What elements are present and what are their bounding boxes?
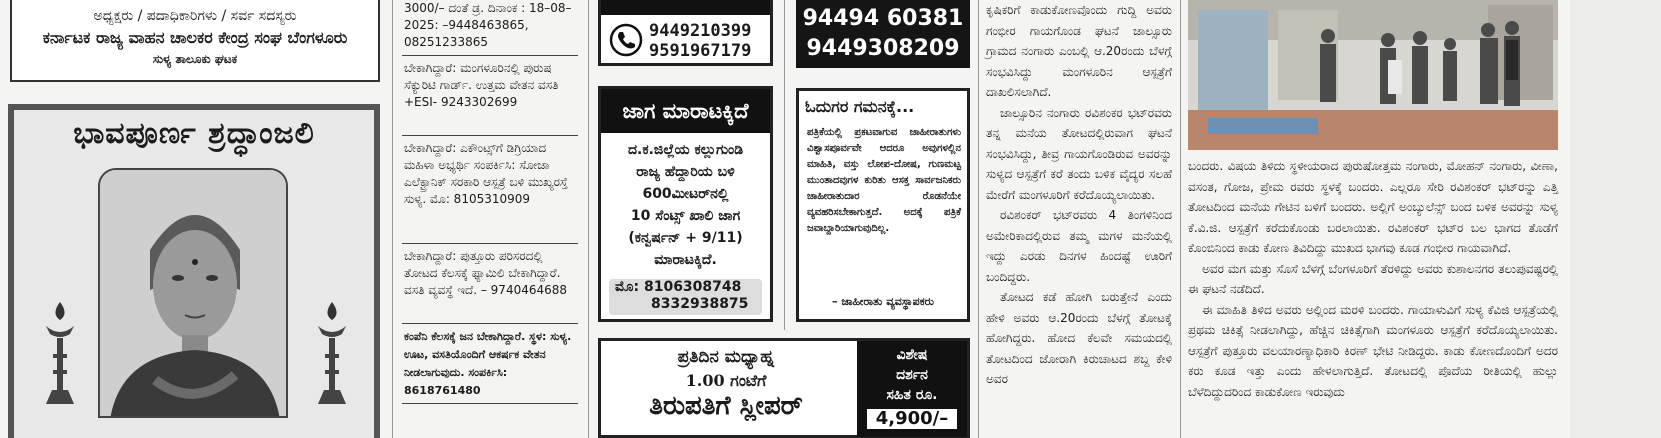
classified-item: ಕಂಪೆನಿ ಕೆಲಸಕ್ಕೆ ಜನ ಬೇಕಾಗಿದ್ದಾರೆ. ಸ್ಥಳ: ಸುಳ್ಯ. ಊಟ, ವಸತಿಯೊಂದಿಗೆ ಆಕರ್ಷಕ ವೇತನ ನೀಡಲಾಗುವುದು. ಸಂಪರ್ಕಿಸಿ: 8618761480	[402, 328, 578, 404]
phone-number: 9449210399	[649, 21, 752, 41]
column-rule	[588, 0, 589, 438]
land-ad-body: ದ.ಕ.ಜಿಲ್ಲೆಯ ಕಲ್ಲುಗುಂಡಿ ರಾಜ್ಯ ಹೆದ್ದಾರಿಯ ಬಳಿ 600ಮೀಟರ್‌ನಲ್ಲಿ 10 ಸೆಂಟ್ಸ್ ಖಾಲಿ ಜಾಗ (ಕನ್ವರ್ಷನ್ + 9/11) ಮಾರಾಟಕ್ಕಿದೆ.	[627, 142, 744, 268]
article-paragraph: ಬಂದರು. ವಿಷಯ ತಿಳಿದು ಸ್ಥಳೀಯರಾದ ಪುರುಷೋತ್ತಮ ನಂಗಾರು, ಮೋಹನ್ ನಂಗಾರು, ವೀಣಾ, ವಸಂತ, ಗೋಜ, ಪ್ರೇಮ ರವರು ಸ್ಥಳಕ್ಕೆ ಬಂದರು. ಎಲ್ಲರೂ ಸೇರಿ ರವಿಶಂಕರ್ ಭಟ್‌ರನ್ನು ಎತ್ತಿ ತೋಟದಿಂದ ಮನೆಯ ಗೇಟಿನ ಬಳಿಗೆ ಬಂದರು. ಅಲ್ಲಿಗೆ ಅಂಬ್ಯುಲೆನ್ಸ್ ಬಂದ ಬಳಿಕ ಅವರನ್ನು ಸುಳ್ಯ ಕೆ.ವಿ.ಜಿ. ಆಸ್ಪತ್ರೆಗೆ ಕರೆದುಕೊಂಡು ಬರಲಾಯಿತು. ರವಿಶಂಕರ್ ಭಟ್‌ರ ಬಲ ಭಾಗದ ತೊಡೆಗೆ ಕೊಂಬಿನಿಂದ ಕಾಡು ಕೋಣ ತಿವಿದಿದ್ದು ಮುಖದ ಭಾಗವು ಕೂಡ ಗಂಭೀರ ಗಾಯವಾಗಿದೆ.	[1188, 159, 1558, 255]
tirupati-line-1: ಪ್ರತಿದಿನ ಮಧ್ಯಾಹ್ನ	[677, 347, 775, 367]
column-rule	[784, 0, 785, 330]
classified-item: 3000/– ದಂತೆ ಡ್ರ. ದಿನಾಂಕ : 18–08–2025: –9448463865, 08251233865	[402, 0, 578, 56]
article-paragraph: ಕೃಷಿಕರಿಗೆ ಕಾಡುಕೋಣವೊಂದು ಗುದ್ದಿ ಅವರು ಗಂಭೀರ ಗಾಯಗೊಂಡ ಘಟನೆ ಜಾಲ್ಸೂರು ಗ್ರಾಮದ ನಂಗಾರು ಎಂಬಲ್ಲಿ ಆ.20ರಂದು ಬೆಳಗ್ಗೆ ಸಂಭವಿಸಿದ್ದು ಮಂಗಳೂರಿನ ಆಸ್ಪತ್ರೆಗೆ ದಾಖಲಿಸಲಾಗಿದೆ.	[986, 3, 1172, 99]
column-rule	[392, 0, 393, 438]
news-article-right	[1188, 156, 1558, 438]
phone-ad-2	[796, 0, 970, 68]
tirupati-price-box: ವಿಶೇಷ ದರ್ಶನ ಸಹಿತ ರೂ. 4,900/–	[857, 341, 967, 437]
land-ad-phones: ಮೊ: 8106308748 8332938875	[609, 279, 762, 315]
tirupati-bus-ad	[598, 338, 970, 438]
tirupati-price: 4,900/–	[867, 409, 957, 429]
article-paragraph: ಜಾಲ್ಸೂರಿನ ನಂಗಾರು ರವಿಶಂಕರ ಭಟ್‌ರವರು ತನ್ನ ಮನೆಯ ತೋಟದಲ್ಲಿರುವಾಗ ಘಟನೆ ಸಂಭವಿಸಿದ್ದು, ತೀವ್ರ ಗಾಯಗೊಂಡಿರುವ ಅವರನ್ನು ಸುಳ್ಯದ ಆಸ್ಪತ್ರೆಗೆ ಕರೆ ತಂದು ಬಳಿಕ ವೈದ್ಯರ ಸಲಹೆ ಮೇರೆಗೆ ಮಂಗಳೂರಿಗೆ ಕರೆದೊಯ್ಯಲಾಯಿತು.	[986, 105, 1172, 202]
phone-number: 9449308209	[806, 36, 960, 61]
notice-signature: – ಜಾಹೀರಾತು ವ್ಯವಸ್ಥಾಪಕರು	[832, 295, 934, 308]
phone-ad-header-band	[601, 0, 770, 15]
association-line-1: ಅಧ್ಯಕ್ಷರು / ಪದಾಧಿಕಾರಿಗಳು / ಸರ್ವ ಸದಸ್ಯರು	[93, 8, 297, 24]
oil-lamp-icon	[42, 300, 78, 410]
phone-icon	[609, 23, 643, 57]
hospital-news-photo	[1188, 0, 1558, 150]
land-ad-header: ಜಾಗ ಮಾರಾಟಕ್ಕಿದೆ	[601, 89, 770, 133]
tirupati-line-2: 1.00 ಗಂಟೆಗೆ	[685, 371, 767, 390]
association-line-2: ಕರ್ನಾಟಕ ರಾಜ್ಯ ವಾಹನ ಚಾಲಕರ ಕೇಂದ್ರ ಸಂಘ ಬೆಂಗಳೂರು	[42, 28, 348, 47]
classified-item: ಬೇಕಾಗಿದ್ದಾರೆ: ಎಕೌಂಟ್ಸ್‌ಗೆ ಡಿಗ್ರಿಯಾದ ಮಹಿಳಾ ಅಭ್ಯರ್ಥಿ ಸಂಪರ್ಕಿಸಿ: ಸೋಜಾ ಎಲೆಕ್ಟ್ರಾನಿಕ್ ಸರಕಾರಿ ಆಸ್ಪತ್ರೆ ಬಳಿ ಮುಖ್ಯರಸ್ತೆ ಸುಳ್ಯ. ಮೊ: 8105310909	[402, 140, 578, 244]
notice-body: ಪತ್ರಿಕೆಯಲ್ಲಿ ಪ್ರಕಟವಾಗುವ ಜಾಹೀರಾತುಗಳು ವಿಶ್ವಾಸಪೂರ್ವವೇ ಆದರೂ ಅವುಗಳಲ್ಲಿನ ಮಾಹಿತಿ, ವಸ್ತು ಲೋಪ-ದೋಷ, ಗುಣಮಟ್ಟ ಮುಂತಾದವುಗಳ ಕುರಿತು ಆಸಕ್ತ ಸಾರ್ವಜನಿಕರು ಜಾಹೀರಾತುದಾರ ರೊಡನೆಯೇ ವ್ಯವಹರಿಸಬೇಕಾಗುತ್ತದೆ. ಅದಕ್ಕೆ ಪತ್ರಿಕೆ ಜವಾಬ್ದಾರಿಯಾಗುವುದಿಲ್ಲ.	[807, 127, 961, 234]
classified-item: ಬೇಕಾಗಿದ್ದಾರೆ: ಮಂಗಳೂರಿನಲ್ಲಿ ಪುರುಷ ಸೆಕ್ಯುರಿಟಿ ಗಾರ್ಡ್. ಉತ್ತಮ ವೇತನ ವಸತಿ +ESI- 9243302699	[402, 60, 578, 136]
notice-header: ಓದುಗರ ಗಮನಕ್ಕೆ...	[805, 97, 915, 116]
classified-item: ಬೇಕಾಗಿದ್ದಾರೆ: ಪುತ್ತೂರು ಪರಿಸರದಲ್ಲಿ ತೋಟದ ಕೆಲಸಕ್ಕೆ ಫ್ಯಾಮಿಲಿ ಬೇಕಾಗಿದ್ದಾರೆ. ವಸತಿ ವ್ಯವಸ್ಥೆ ಇದೆ. – 9740464688	[402, 248, 578, 324]
tribute-title: ಭಾವಪೂರ್ಣ ಶ್ರದ್ಧಾಂಜಲಿ	[73, 116, 315, 151]
phone-number: 9591967179	[649, 41, 752, 61]
news-article-left	[986, 0, 1172, 438]
column-rule	[978, 0, 979, 438]
classifieds-column	[402, 0, 578, 438]
page-margin	[1570, 0, 1661, 438]
oil-lamp-icon	[314, 300, 350, 410]
portrait-photo	[98, 168, 288, 418]
reader-notice	[796, 88, 970, 322]
association-notice	[10, 0, 380, 82]
tribute-ad	[8, 104, 380, 438]
phone-ad-1	[598, 0, 773, 66]
tirupati-line-3: ತಿರುಪತಿಗೆ ಸ್ಲೀಪರ್	[649, 391, 803, 421]
article-paragraph: ತೋಟದ ಕಡೆ ಹೋಗಿ ಬರುತ್ತೇನೆ ಎಂದು ಹೇಳಿ ಅವರು ಆ.20ರಂದು ಬೆಳಗ್ಗೆ ತೋಟಕ್ಕೆ ಹೋಗಿದ್ದರು. ಹೋದ ಕೆಲವೇ ಸಮಯದಲ್ಲಿ ತೋಟದಿಂದ ಜೋರಾಗಿ ಕಿರುಚಾಟದ ಶಬ್ದ ಕೇಳಿ ಅವರ	[986, 290, 1172, 386]
phone-number: 94494 60381	[802, 6, 964, 31]
association-line-3: ಸುಳ್ಯ ತಾಲೂಕು ಘಟಕ	[152, 52, 238, 66]
article-paragraph: ಅವರ ಮಗ ಮತ್ತು ಸೊಸೆ ಬೆಳಗ್ಗೆ ಬೆಂಗಳೂರಿಗೆ ತೆರಳಿದ್ದು ಅವರು ಕುಶಾಲನಗರ ತಲುಪುವಷ್ಟರಲ್ಲಿ ಈ ಘಟನೆ ನಡೆದಿದೆ.	[1188, 261, 1558, 296]
land-sale-ad	[598, 86, 773, 322]
article-paragraph: ಈ ಮಾಹಿತಿ ತಿಳಿದ ಅವರು ಅಲ್ಲಿಂದ ಮರಳಿ ಬಂದರು. ಗಾಯಾಳುವಿಗೆ ಸುಳ್ಯ ಕೆವಿಜಿ ಆಸ್ಪತ್ರೆಯಲ್ಲಿ ಪ್ರಥಮ ಚಿಕಿತ್ಸೆ ನೀಡಲಾಗಿದ್ದು, ಹೆಚ್ಚಿನ ಚಿಕಿತ್ಸೆಗಾಗಿ ಮಂಗಳೂರು ಆಸ್ಪತ್ರೆಗೆ ಕರೆದೊಯ್ಯಲಾಯಿತು. ಆಸ್ಪತ್ರೆಗೆ ಪುತ್ತೂರು ವಲಯಾರಣ್ಯಾಧಿಕಾರಿ ಕಿರಣ್ ಭೇಟಿ ನೀಡಿದ್ದರು. ಕಾಡು ಕೋಣದೊಂದಿಗೆ ಅದರ ಕರು ಕೂಡ ಇತ್ತು ಎಂದು ಹೇಳಲಾಗುತ್ತಿದೆ. ತೋಟದಲ್ಲಿ ಪೊದೆಯ ರೀತಿಯಲ್ಲಿ ಹುಲ್ಲು ಬೆಳೆದಿದ್ದುದರಿಂದ ಕಾಡುಕೋಣ ಇರುವುದು	[1188, 302, 1558, 399]
article-paragraph: ರವಿಶಂಕರ್ ಭಟ್‌ರವರು 4 ತಿಂಗಳಿನಿಂದ ಅಮೇರಿಕಾದಲ್ಲಿರುವ ತಮ್ಮ ಮಗಳ ಮನೆಯಲ್ಲಿ ಇದ್ದು ಎರಡು ದಿನಗಳ ಹಿಂದಷ್ಟೆ ಊರಿಗೆ ಬಂದಿದ್ದರು.	[986, 208, 1172, 284]
column-rule	[1180, 0, 1181, 438]
